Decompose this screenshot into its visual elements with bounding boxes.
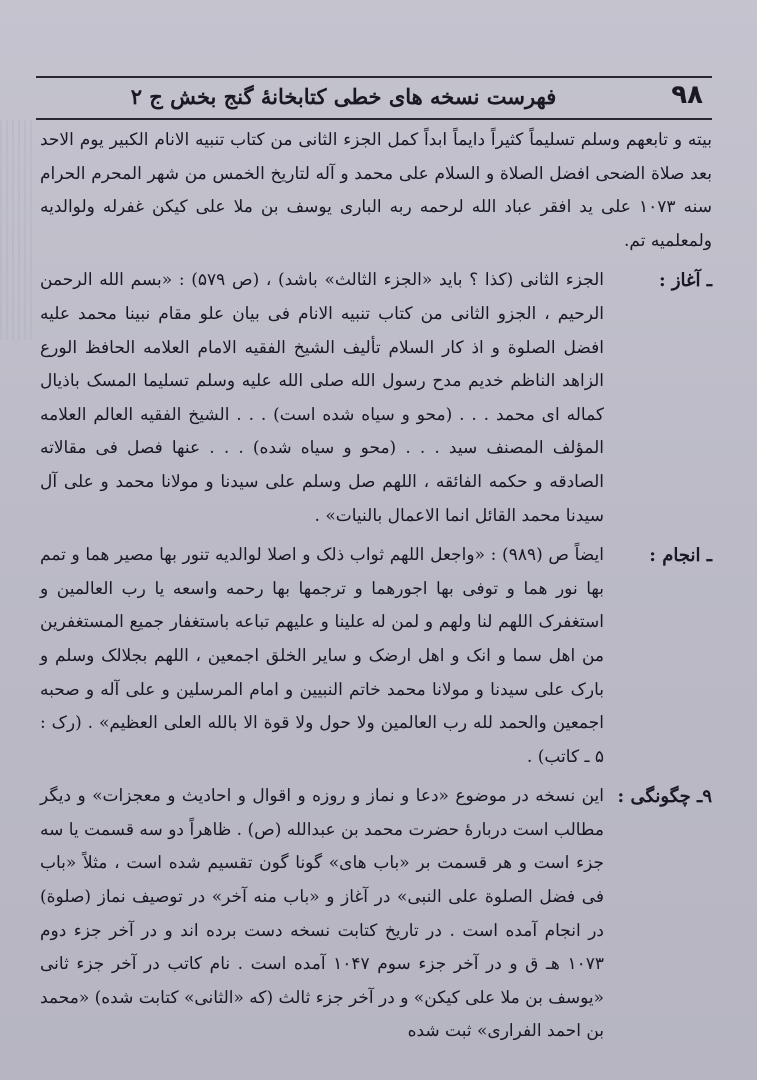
show-through-text: [0, 120, 34, 340]
header-top-rule: [36, 76, 712, 78]
entry-label: ـ انجام :: [649, 545, 712, 567]
entry-chegunegi: [40, 780, 712, 1049]
page-number: ۹۸: [671, 80, 703, 110]
entry-anjam: [40, 539, 712, 774]
running-title: فهرست نسخه های خطی کتابخانهٔ گنج بخش ج ۲: [130, 84, 557, 109]
entry-label: ۹ـ چگونگی :: [617, 786, 712, 808]
entry-text: الجزء الثانی (کذا ؟ باید «الجزء الثالث» باشد) ، (ص ۵۷۹) : «بسم الله الرحمن الرحیم ، الجزو الثانی من کتاب تنبیه الانام فی بیان علو مقام نبینا محمد علیه افضل الصلوة و اذ کار السلام تألیف الشیخ الفقیه الامام العلامه الحافظ الورع الزاهد الناظم خدیم مدح رسول الله صلی الله علیه وسلم تسلیما المسک باذیال کماله ای محمد . . . (محو و سیاه شده است) . . . الشیخ الفقیه العالم العلامه المؤلف المصنف سید . . . (محو و سیاه شده) . . . عنها فصل فی مقالاته الصادقه و حکمه الفائقه ، اللهم صل وسلم علی سیدنا و مولانا محمد و علی آل سیدنا محمد القائل انما الاعمال بالنیات» .: [40, 270, 604, 526]
entry-text: ایضاً ص (۹۸۹) : «واجعل اللهم ثواب ذلک و اصلا لوالدیه تنور بها مصیر هما و تمم بها نور هما و توفی بها اجورهما و ترجمها بها رحمه واسعه یا رب العالمین و استغفرک اللهم لنا ولهم و لمن له علینا و علیهم تباعه باستغفار جمیع المستغفرین من اهل سما و انک و اهل ارضک و سایر الخلق اجمعین ، اللهم بجلالک وسلم و بارک علی سیدنا و مولانا محمد خاتم النبیین و امام المرسلین و علی آله و صحبه اجمعین والحمد لله رب العالمین ولا حول ولا قوة الا بالله العلی العظیم» . (رک : ۵ ـ کاتب) .: [40, 545, 604, 767]
intro-paragraph: بیته و تابعهم وسلم تسلیماً کثیراً دایماً ابداً کمل الجزء الثانی من کتاب تنبیه الانام الکبیر یوم الاحد بعد صلاة الضحی افضل الصلاة و السلام علی محمد و آله لتاریخ الخمس من شهر المحرم الحرام سنه ۱۰۷۳ علی ید افقر عباد الله لرحمه ربه الباری یوسف بن ملا علی کیکن غفرله ولوالدیه ولمعلمیه تم.: [40, 130, 712, 251]
entry-text: این نسخه در موضوع «دعا و نماز و روزه و اقوال و احادیث و معجزات» و دیگر مطالب است دربارهٔ حضرت محمد بن عبدالله (ص) . ظاهراً دو سه قسمت یا سه جزء است و هر قسمت بر «باب های» گونا گون تقسیم شده است ، مثلاً «باب فی فضل الصلوة علی النبی» در آغاز و «باب منه آخر» در توصیف نماز (صلوة) در انجام آمده است . در تاریخ کتابت نسخه دست برده اند و در آخر جزء دوم ۱۰۷۳ هـ ق و در آخر جزء سوم ۱۰۴۷ آمده است . نام کاتب در آخر جزء ثانی «یوسف بن ملا علی کیکن» و در آخر جزء ثالث (که «الثانی» کتابت شده) «محمد بن احمد الفراری» ثبت شده: [39, 786, 604, 1042]
entry-aghaz: [40, 264, 712, 533]
header-bottom-rule: [36, 118, 712, 120]
entry-label: ـ آغاز :: [658, 270, 712, 292]
page-body: [40, 124, 712, 1074]
